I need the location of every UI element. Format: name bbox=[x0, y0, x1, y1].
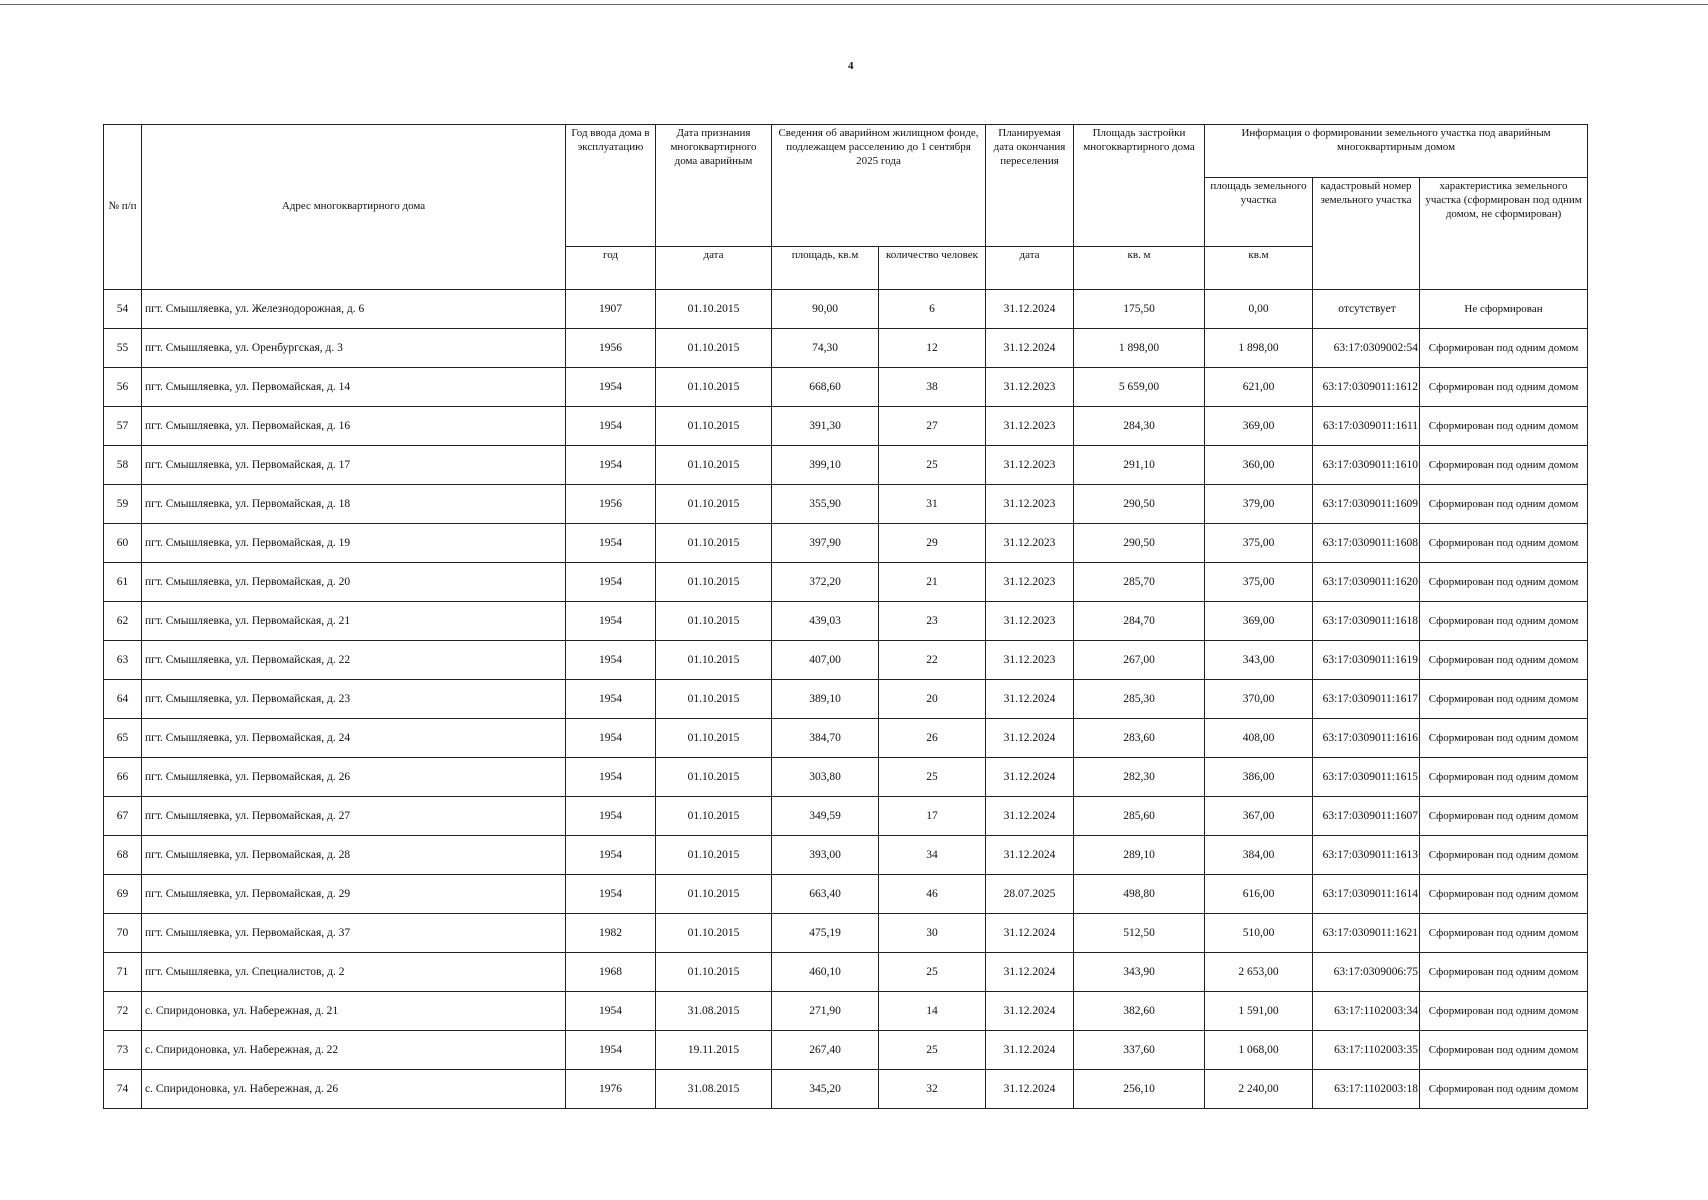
row-building-area: 256,10 bbox=[1074, 1070, 1205, 1109]
row-building-area: 382,60 bbox=[1074, 992, 1205, 1031]
row-address: пгт. Смышляевка, ул. Оренбургская, д. 3 bbox=[142, 329, 566, 368]
row-year-built: 1954 bbox=[566, 797, 656, 836]
row-building-area: 290,50 bbox=[1074, 485, 1205, 524]
row-land-status: Сформирован под одним домом bbox=[1420, 875, 1588, 914]
row-planned-date: 31.12.2024 bbox=[986, 836, 1074, 875]
row-planned-date: 31.12.2023 bbox=[986, 446, 1074, 485]
row-people: 17 bbox=[879, 797, 986, 836]
row-planned-date: 31.12.2024 bbox=[986, 1070, 1074, 1109]
row-land-area: 369,00 bbox=[1205, 407, 1313, 446]
row-land-status: Сформирован под одним домом bbox=[1420, 758, 1588, 797]
table-row bbox=[104, 914, 1588, 953]
row-year-built: 1954 bbox=[566, 1031, 656, 1070]
row-number: 55 bbox=[104, 329, 142, 368]
row-cadastral: 63:17:1102003:18 bbox=[1313, 1070, 1420, 1109]
row-land-status: Сформирован под одним домом bbox=[1420, 836, 1588, 875]
unit-date2: дата bbox=[986, 247, 1074, 290]
row-people: 25 bbox=[879, 1031, 986, 1070]
row-number: 59 bbox=[104, 485, 142, 524]
table-row bbox=[104, 485, 1588, 524]
row-area: 303,80 bbox=[772, 758, 879, 797]
row-building-area: 290,50 bbox=[1074, 524, 1205, 563]
row-people: 25 bbox=[879, 446, 986, 485]
row-date-declared: 01.10.2015 bbox=[656, 914, 772, 953]
header-building-area: Площадь застройки многоквартирного дома bbox=[1074, 125, 1205, 247]
row-building-area: 289,10 bbox=[1074, 836, 1205, 875]
row-planned-date: 31.12.2024 bbox=[986, 914, 1074, 953]
row-cadastral: 63:17:0309011:1608 bbox=[1313, 524, 1420, 563]
row-number: 68 bbox=[104, 836, 142, 875]
row-number: 72 bbox=[104, 992, 142, 1031]
row-address: пгт. Смышляевка, ул. Первомайская, д. 37 bbox=[142, 914, 566, 953]
row-address: пгт. Смышляевка, ул. Первомайская, д. 22 bbox=[142, 641, 566, 680]
table-row bbox=[104, 758, 1588, 797]
row-date-declared: 19.11.2015 bbox=[656, 1031, 772, 1070]
row-year-built: 1954 bbox=[566, 992, 656, 1031]
row-number: 62 bbox=[104, 602, 142, 641]
row-people: 30 bbox=[879, 914, 986, 953]
row-people: 20 bbox=[879, 680, 986, 719]
row-land-area: 367,00 bbox=[1205, 797, 1313, 836]
row-land-area: 2 653,00 bbox=[1205, 953, 1313, 992]
row-address: пгт. Смышляевка, ул. Первомайская, д. 14 bbox=[142, 368, 566, 407]
row-cadastral: отсутствует bbox=[1313, 290, 1420, 329]
row-land-status: Сформирован под одним домом bbox=[1420, 797, 1588, 836]
row-date-declared: 01.10.2015 bbox=[656, 719, 772, 758]
row-building-area: 282,30 bbox=[1074, 758, 1205, 797]
row-people: 22 bbox=[879, 641, 986, 680]
row-address: пгт. Смышляевка, ул. Первомайская, д. 20 bbox=[142, 563, 566, 602]
row-cadastral: 63:17:0309011:1615 bbox=[1313, 758, 1420, 797]
row-cadastral: 63:17:0309011:1613 bbox=[1313, 836, 1420, 875]
row-land-area: 510,00 bbox=[1205, 914, 1313, 953]
page-number: 4 bbox=[848, 60, 854, 72]
row-cadastral: 63:17:0309006:75 bbox=[1313, 953, 1420, 992]
row-planned-date: 31.12.2023 bbox=[986, 368, 1074, 407]
row-people: 31 bbox=[879, 485, 986, 524]
row-planned-date: 28.07.2025 bbox=[986, 875, 1074, 914]
row-planned-date: 31.12.2024 bbox=[986, 719, 1074, 758]
row-cadastral: 63:17:0309011:1610 bbox=[1313, 446, 1420, 485]
table-row bbox=[104, 1031, 1588, 1070]
row-planned-date: 31.12.2023 bbox=[986, 524, 1074, 563]
row-land-status: Сформирован под одним домом bbox=[1420, 680, 1588, 719]
table-row bbox=[104, 1070, 1588, 1109]
row-cadastral: 63:17:0309011:1612 bbox=[1313, 368, 1420, 407]
table-row bbox=[104, 602, 1588, 641]
row-address: пгт. Смышляевка, ул. Первомайская, д. 21 bbox=[142, 602, 566, 641]
row-date-declared: 01.10.2015 bbox=[656, 563, 772, 602]
table-row bbox=[104, 680, 1588, 719]
row-number: 66 bbox=[104, 758, 142, 797]
row-year-built: 1982 bbox=[566, 914, 656, 953]
row-building-area: 284,30 bbox=[1074, 407, 1205, 446]
header-land-info: Информация о формировании земельного участка под аварийным многоквартирным домом bbox=[1205, 125, 1588, 178]
emergency-housing-table bbox=[103, 124, 1588, 1109]
row-date-declared: 01.10.2015 bbox=[656, 641, 772, 680]
row-area: 397,90 bbox=[772, 524, 879, 563]
row-area: 355,90 bbox=[772, 485, 879, 524]
row-land-area: 370,00 bbox=[1205, 680, 1313, 719]
row-cadastral: 63:17:0309011:1607 bbox=[1313, 797, 1420, 836]
row-date-declared: 01.10.2015 bbox=[656, 446, 772, 485]
row-people: 46 bbox=[879, 875, 986, 914]
row-area: 399,10 bbox=[772, 446, 879, 485]
row-land-status: Сформирован под одним домом bbox=[1420, 329, 1588, 368]
row-planned-date: 31.12.2024 bbox=[986, 1031, 1074, 1070]
row-address: пгт. Смышляевка, ул. Первомайская, д. 16 bbox=[142, 407, 566, 446]
row-people: 14 bbox=[879, 992, 986, 1031]
row-planned-date: 31.12.2023 bbox=[986, 485, 1074, 524]
row-people: 27 bbox=[879, 407, 986, 446]
row-area: 372,20 bbox=[772, 563, 879, 602]
row-date-declared: 01.10.2015 bbox=[656, 290, 772, 329]
row-cadastral: 63:17:0309011:1617 bbox=[1313, 680, 1420, 719]
row-people: 26 bbox=[879, 719, 986, 758]
row-people: 38 bbox=[879, 368, 986, 407]
unit-date: дата bbox=[656, 247, 772, 290]
row-date-declared: 01.10.2015 bbox=[656, 407, 772, 446]
row-date-declared: 01.10.2015 bbox=[656, 485, 772, 524]
row-land-area: 1 068,00 bbox=[1205, 1031, 1313, 1070]
row-land-area: 375,00 bbox=[1205, 563, 1313, 602]
row-people: 25 bbox=[879, 953, 986, 992]
row-land-status: Сформирован под одним домом bbox=[1420, 1031, 1588, 1070]
row-area: 439,03 bbox=[772, 602, 879, 641]
row-year-built: 1954 bbox=[566, 641, 656, 680]
row-land-status: Сформирован под одним домом bbox=[1420, 407, 1588, 446]
row-cadastral: 63:17:0309011:1616 bbox=[1313, 719, 1420, 758]
table-row bbox=[104, 953, 1588, 992]
table-row bbox=[104, 329, 1588, 368]
unit-land-sqm: кв.м bbox=[1205, 247, 1313, 290]
row-area: 349,59 bbox=[772, 797, 879, 836]
table-row bbox=[104, 641, 1588, 680]
row-building-area: 285,30 bbox=[1074, 680, 1205, 719]
row-planned-date: 31.12.2024 bbox=[986, 992, 1074, 1031]
table-row bbox=[104, 407, 1588, 446]
row-date-declared: 01.10.2015 bbox=[656, 836, 772, 875]
row-year-built: 1954 bbox=[566, 368, 656, 407]
row-cadastral: 63:17:0309011:1620 bbox=[1313, 563, 1420, 602]
row-land-status: Сформирован под одним домом bbox=[1420, 446, 1588, 485]
row-year-built: 1968 bbox=[566, 953, 656, 992]
row-number: 61 bbox=[104, 563, 142, 602]
row-year-built: 1954 bbox=[566, 407, 656, 446]
row-year-built: 1954 bbox=[566, 680, 656, 719]
row-land-status: Не сформирован bbox=[1420, 290, 1588, 329]
row-number: 58 bbox=[104, 446, 142, 485]
row-cadastral: 63:17:0309011:1611 bbox=[1313, 407, 1420, 446]
row-people: 12 bbox=[879, 329, 986, 368]
table-row bbox=[104, 992, 1588, 1031]
row-address: пгт. Смышляевка, ул. Специалистов, д. 2 bbox=[142, 953, 566, 992]
header-year-built: Год ввода дома в эксплуатацию bbox=[566, 125, 656, 247]
row-land-area: 343,00 bbox=[1205, 641, 1313, 680]
row-number: 74 bbox=[104, 1070, 142, 1109]
table-row bbox=[104, 563, 1588, 602]
header-cadastral: кадастровый номер земельного участка bbox=[1313, 178, 1420, 290]
row-area: 391,30 bbox=[772, 407, 879, 446]
row-land-status: Сформирован под одним домом bbox=[1420, 368, 1588, 407]
row-date-declared: 01.10.2015 bbox=[656, 758, 772, 797]
row-address: пгт. Смышляевка, ул. Первомайская, д. 19 bbox=[142, 524, 566, 563]
row-area: 663,40 bbox=[772, 875, 879, 914]
row-number: 63 bbox=[104, 641, 142, 680]
row-date-declared: 01.10.2015 bbox=[656, 524, 772, 563]
row-land-status: Сформирован под одним домом bbox=[1420, 719, 1588, 758]
row-address: пгт. Смышляевка, ул. Первомайская, д. 23 bbox=[142, 680, 566, 719]
row-cadastral: 63:17:0309002:54 bbox=[1313, 329, 1420, 368]
row-year-built: 1956 bbox=[566, 485, 656, 524]
row-area: 393,00 bbox=[772, 836, 879, 875]
row-year-built: 1954 bbox=[566, 602, 656, 641]
row-area: 271,90 bbox=[772, 992, 879, 1031]
row-date-declared: 31.08.2015 bbox=[656, 1070, 772, 1109]
row-date-declared: 01.10.2015 bbox=[656, 797, 772, 836]
row-building-area: 512,50 bbox=[1074, 914, 1205, 953]
header-land-area: площадь земельного участка bbox=[1205, 178, 1313, 247]
row-address: пгт. Смышляевка, ул. Первомайская, д. 29 bbox=[142, 875, 566, 914]
row-building-area: 498,80 bbox=[1074, 875, 1205, 914]
row-planned-date: 31.12.2024 bbox=[986, 680, 1074, 719]
row-land-area: 384,00 bbox=[1205, 836, 1313, 875]
row-year-built: 1954 bbox=[566, 719, 656, 758]
row-building-area: 285,70 bbox=[1074, 563, 1205, 602]
table-row bbox=[104, 524, 1588, 563]
row-number: 54 bbox=[104, 290, 142, 329]
row-address: пгт. Смышляевка, ул. Первомайская, д. 18 bbox=[142, 485, 566, 524]
row-area: 267,40 bbox=[772, 1031, 879, 1070]
row-building-area: 283,60 bbox=[1074, 719, 1205, 758]
header-num: № п/п bbox=[104, 125, 142, 290]
row-building-area: 5 659,00 bbox=[1074, 368, 1205, 407]
row-land-status: Сформирован под одним домом bbox=[1420, 992, 1588, 1031]
row-land-area: 616,00 bbox=[1205, 875, 1313, 914]
row-year-built: 1954 bbox=[566, 446, 656, 485]
row-number: 65 bbox=[104, 719, 142, 758]
row-land-area: 408,00 bbox=[1205, 719, 1313, 758]
row-number: 69 bbox=[104, 875, 142, 914]
row-area: 407,00 bbox=[772, 641, 879, 680]
row-address: с. Спиридоновка, ул. Набережная, д. 21 bbox=[142, 992, 566, 1031]
header-land-status: характеристика земельного участка (сформирован под одним домом, не сформирован) bbox=[1420, 178, 1588, 290]
row-planned-date: 31.12.2024 bbox=[986, 290, 1074, 329]
row-people: 6 bbox=[879, 290, 986, 329]
row-land-area: 1 898,00 bbox=[1205, 329, 1313, 368]
row-land-status: Сформирован под одним домом bbox=[1420, 485, 1588, 524]
row-planned-date: 31.12.2023 bbox=[986, 563, 1074, 602]
row-address: пгт. Смышляевка, ул. Первомайская, д. 27 bbox=[142, 797, 566, 836]
row-people: 23 bbox=[879, 602, 986, 641]
row-land-area: 1 591,00 bbox=[1205, 992, 1313, 1031]
row-land-area: 621,00 bbox=[1205, 368, 1313, 407]
row-year-built: 1907 bbox=[566, 290, 656, 329]
row-land-status: Сформирован под одним домом bbox=[1420, 524, 1588, 563]
unit-build-sqm: кв. м bbox=[1074, 247, 1205, 290]
row-address: с. Спиридоновка, ул. Набережная, д. 22 bbox=[142, 1031, 566, 1070]
row-building-area: 175,50 bbox=[1074, 290, 1205, 329]
row-year-built: 1954 bbox=[566, 758, 656, 797]
row-building-area: 284,70 bbox=[1074, 602, 1205, 641]
table-row bbox=[104, 290, 1588, 329]
row-date-declared: 01.10.2015 bbox=[656, 680, 772, 719]
table-row bbox=[104, 797, 1588, 836]
row-area: 90,00 bbox=[772, 290, 879, 329]
row-address: пгт. Смышляевка, ул. Первомайская, д. 24 bbox=[142, 719, 566, 758]
row-cadastral: 63:17:0309011:1609 bbox=[1313, 485, 1420, 524]
unit-year: год bbox=[566, 247, 656, 290]
header-planned-date: Планируемая дата окончания переселения bbox=[986, 125, 1074, 247]
row-planned-date: 31.12.2023 bbox=[986, 641, 1074, 680]
row-people: 25 bbox=[879, 758, 986, 797]
row-area: 668,60 bbox=[772, 368, 879, 407]
row-cadastral: 63:17:0309011:1621 bbox=[1313, 914, 1420, 953]
row-address: пгт. Смышляевка, ул. Первомайская, д. 26 bbox=[142, 758, 566, 797]
row-number: 73 bbox=[104, 1031, 142, 1070]
row-land-status: Сформирован под одним домом bbox=[1420, 641, 1588, 680]
row-land-status: Сформирован под одним домом bbox=[1420, 914, 1588, 953]
header-date-declared: Дата признания многоквартирного дома аварийным bbox=[656, 125, 772, 247]
unit-people: количество человек bbox=[879, 247, 986, 290]
row-number: 70 bbox=[104, 914, 142, 953]
row-land-area: 386,00 bbox=[1205, 758, 1313, 797]
row-building-area: 285,60 bbox=[1074, 797, 1205, 836]
row-planned-date: 31.12.2023 bbox=[986, 602, 1074, 641]
row-cadastral: 63:17:0309011:1619 bbox=[1313, 641, 1420, 680]
row-address: с. Спиридоновка, ул. Набережная, д. 26 bbox=[142, 1070, 566, 1109]
row-people: 21 bbox=[879, 563, 986, 602]
row-area: 74,30 bbox=[772, 329, 879, 368]
row-land-area: 360,00 bbox=[1205, 446, 1313, 485]
table-body bbox=[104, 290, 1588, 1109]
row-area: 389,10 bbox=[772, 680, 879, 719]
row-cadastral: 63:17:0309011:1614 bbox=[1313, 875, 1420, 914]
row-land-status: Сформирован под одним домом bbox=[1420, 1070, 1588, 1109]
row-year-built: 1954 bbox=[566, 563, 656, 602]
row-date-declared: 01.10.2015 bbox=[656, 329, 772, 368]
row-land-status: Сформирован под одним домом bbox=[1420, 602, 1588, 641]
row-planned-date: 31.12.2024 bbox=[986, 797, 1074, 836]
row-area: 384,70 bbox=[772, 719, 879, 758]
row-building-area: 343,90 bbox=[1074, 953, 1205, 992]
row-building-area: 267,00 bbox=[1074, 641, 1205, 680]
row-land-area: 369,00 bbox=[1205, 602, 1313, 641]
row-number: 64 bbox=[104, 680, 142, 719]
row-people: 32 bbox=[879, 1070, 986, 1109]
unit-area-sqm: площадь, кв.м bbox=[772, 247, 879, 290]
row-people: 34 bbox=[879, 836, 986, 875]
row-cadastral: 63:17:0309011:1618 bbox=[1313, 602, 1420, 641]
row-cadastral: 63:17:1102003:35 bbox=[1313, 1031, 1420, 1070]
row-number: 60 bbox=[104, 524, 142, 563]
table-row bbox=[104, 446, 1588, 485]
row-year-built: 1976 bbox=[566, 1070, 656, 1109]
row-number: 56 bbox=[104, 368, 142, 407]
table-row bbox=[104, 719, 1588, 758]
row-date-declared: 01.10.2015 bbox=[656, 875, 772, 914]
row-address: пгт. Смышляевка, ул. Первомайская, д. 28 bbox=[142, 836, 566, 875]
row-area: 460,10 bbox=[772, 953, 879, 992]
row-building-area: 291,10 bbox=[1074, 446, 1205, 485]
row-planned-date: 31.12.2024 bbox=[986, 758, 1074, 797]
row-planned-date: 31.12.2024 bbox=[986, 953, 1074, 992]
row-land-status: Сформирован под одним домом bbox=[1420, 953, 1588, 992]
row-area: 475,19 bbox=[772, 914, 879, 953]
row-year-built: 1954 bbox=[566, 524, 656, 563]
row-year-built: 1956 bbox=[566, 329, 656, 368]
row-year-built: 1954 bbox=[566, 836, 656, 875]
row-date-declared: 01.10.2015 bbox=[656, 368, 772, 407]
row-area: 345,20 bbox=[772, 1070, 879, 1109]
row-land-area: 375,00 bbox=[1205, 524, 1313, 563]
table-row bbox=[104, 368, 1588, 407]
row-land-area: 0,00 bbox=[1205, 290, 1313, 329]
table-row bbox=[104, 836, 1588, 875]
row-building-area: 1 898,00 bbox=[1074, 329, 1205, 368]
row-number: 57 bbox=[104, 407, 142, 446]
row-planned-date: 31.12.2024 bbox=[986, 329, 1074, 368]
row-number: 67 bbox=[104, 797, 142, 836]
row-address: пгт. Смышляевка, ул. Железнодорожная, д. 6 bbox=[142, 290, 566, 329]
row-planned-date: 31.12.2023 bbox=[986, 407, 1074, 446]
table-row bbox=[104, 875, 1588, 914]
row-year-built: 1954 bbox=[566, 875, 656, 914]
row-date-declared: 01.10.2015 bbox=[656, 953, 772, 992]
row-number: 71 bbox=[104, 953, 142, 992]
row-land-status: Сформирован под одним домом bbox=[1420, 563, 1588, 602]
top-border-line bbox=[0, 4, 1708, 5]
header-emergency-fund: Сведения об аварийном жилищном фонде, подлежащем расселению до 1 сентября 2025 года bbox=[772, 125, 986, 247]
row-address: пгт. Смышляевка, ул. Первомайская, д. 17 bbox=[142, 446, 566, 485]
row-building-area: 337,60 bbox=[1074, 1031, 1205, 1070]
row-land-area: 2 240,00 bbox=[1205, 1070, 1313, 1109]
row-cadastral: 63:17:1102003:34 bbox=[1313, 992, 1420, 1031]
row-date-declared: 31.08.2015 bbox=[656, 992, 772, 1031]
row-people: 29 bbox=[879, 524, 986, 563]
row-land-area: 379,00 bbox=[1205, 485, 1313, 524]
header-address: Адрес многоквартирного дома bbox=[142, 125, 566, 290]
row-date-declared: 01.10.2015 bbox=[656, 602, 772, 641]
